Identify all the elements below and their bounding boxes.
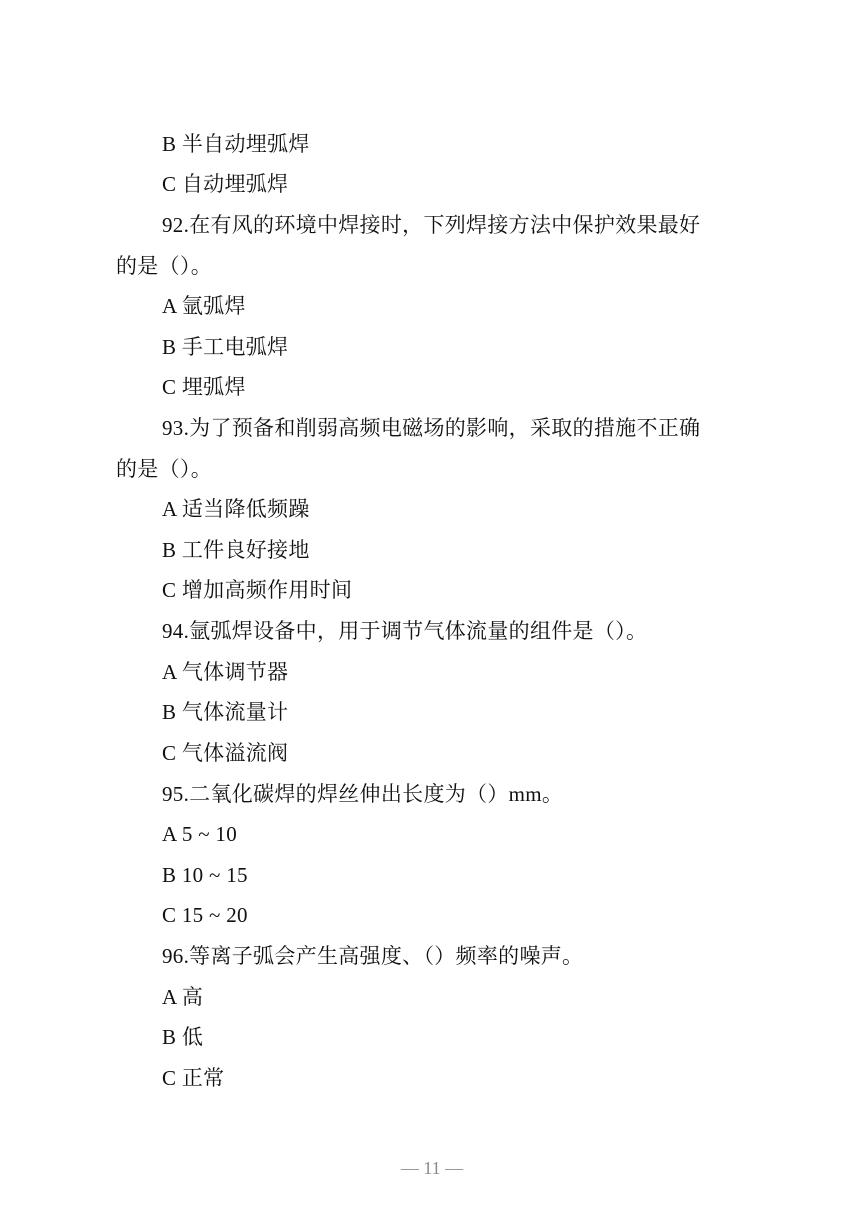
option-92-c: C 埋弧焊 [162, 375, 246, 399]
option-95-b: B 10 ~ 15 [162, 863, 248, 887]
option-93-c: C 增加高频作用时间 [162, 578, 353, 602]
option-94-c: C 气体溢流阀 [162, 741, 289, 765]
question-92-continuation: 的是（）。 [116, 254, 212, 278]
option-96-b: B 低 [162, 1025, 204, 1049]
question-93-continuation: 的是（）。 [116, 457, 212, 481]
option-96-c: C 正常 [162, 1066, 225, 1090]
option-91-c: C 自动埋弧焊 [162, 172, 289, 196]
option-93-b: B 工件良好接地 [162, 538, 310, 562]
option-93-a: A 适当降低频躁 [162, 497, 310, 521]
option-91-b: B 半自动埋弧焊 [162, 132, 310, 156]
option-95-a: A 5 ~ 10 [162, 822, 238, 846]
option-94-a: A 气体调节器 [162, 660, 289, 684]
question-96: 96.等离子弧会产生高强度、（）频率的噪声。 [162, 944, 584, 968]
option-96-a: A 高 [162, 985, 204, 1009]
question-95: 95.二氧化碳焊的焊丝伸出长度为（）mm。 [162, 782, 564, 806]
question-93: 93.为了预备和削弱高频电磁场的影响，采取的措施不正确 [162, 416, 701, 440]
question-94: 94.氩弧焊设备中，用于调节气体流量的组件是（）。 [162, 619, 648, 643]
option-92-b: B 手工电弧焊 [162, 335, 289, 359]
option-92-a: A 氩弧焊 [162, 294, 246, 318]
page-number: — 11 — [400, 1158, 464, 1178]
option-94-b: B 气体流量计 [162, 700, 289, 724]
option-95-c: C 15 ~ 20 [162, 903, 248, 927]
question-92: 92.在有风的环境中焊接时，下列焊接方法中保护效果最好 [162, 213, 701, 237]
